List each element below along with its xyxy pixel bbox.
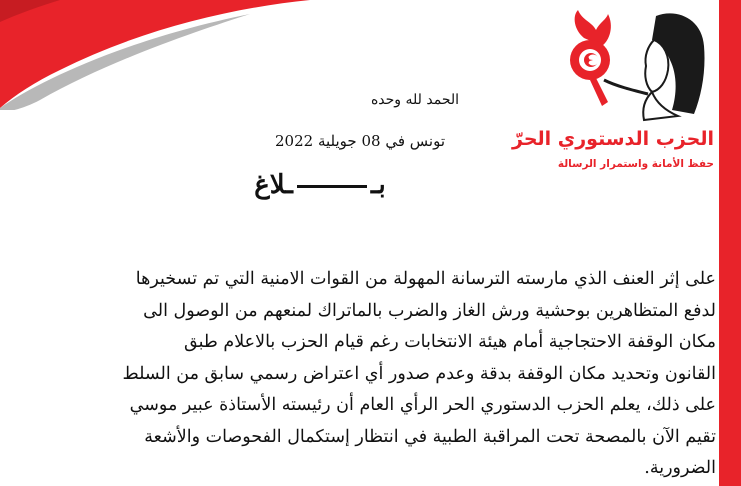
body-line: على إثر العنف الذي مارسته الترسانة المهولة من القوات الامنية التي تم تسخيرها [135, 269, 716, 289]
title-stretch-line [297, 185, 367, 188]
woman-torch-tunisia-flag-icon [544, 10, 714, 125]
title-part-end: ـلاغ [254, 170, 293, 200]
body-line: القانون وتحديد مكان الوقفة بدقة وعدم صدور أي اعتراض رسمي سابق من السلط [122, 363, 716, 384]
title-part-start: بـ [370, 170, 386, 200]
opening-praise: الحمد لله وحده [370, 92, 460, 108]
party-name: الحزب الدستوري الحرّ [512, 128, 714, 150]
body-line: لدفع المتظاهرين بوحشية ورش الغاز والضرب بالماتراك لمنعهم من الوصول الى [143, 300, 716, 321]
document-date: تونس في 08 جويلية 2022 [275, 132, 445, 150]
body-line: الضرورية. [644, 458, 716, 478]
body-line: تقيم الآن بالمصحة تحت المراقبة الطبية في انتظار إستكمال الفحوصات والأشعة [144, 426, 716, 447]
party-logo [512, 10, 728, 180]
document-title [150, 170, 490, 200]
body-line: مكان الوقفة الاحتجاجية أمام هيئة الانتخابات رغم قيام الحزب بالاعلام طبق [184, 332, 716, 352]
party-slogan: حفظ الأمانة واستمرار الرسالة [557, 158, 714, 170]
body-line: على ذلك، يعلم الحزب الدستوري الحر الرأي العام أن رئيسته الأستاذة عبير موسي [129, 395, 716, 415]
statement-body [46, 264, 716, 485]
header-swoosh [0, 0, 320, 110]
